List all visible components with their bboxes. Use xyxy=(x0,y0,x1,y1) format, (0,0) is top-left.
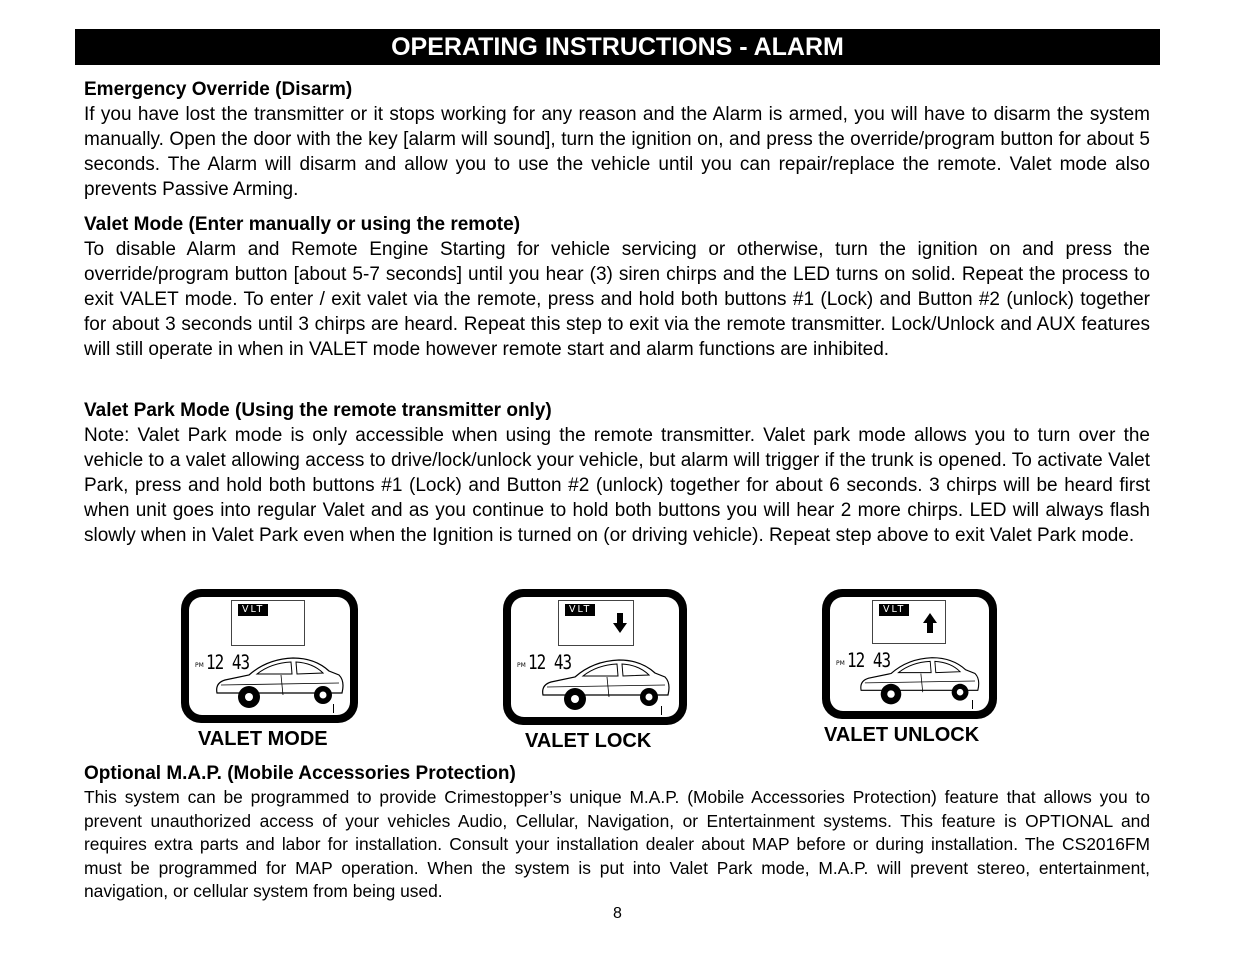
remote-lcd-display xyxy=(181,589,358,723)
up-arrow-icon xyxy=(923,613,937,633)
signal-tick xyxy=(972,700,973,709)
section-body: To disable Alarm and Remote Engine Starting for vehicle servicing or otherwise, turn the ignition on and press the override/program button [about 5-7 seconds] until you hear (3) siren chirps and the LED turns on solid. Repeat the process to exit VALET mode. To enter / exit valet via the remote, press and hold both buttons #1 (Lock) and Button #2 (unlock) together for about 3 seconds until 3 chirps are heard. Repeat this step to exit via the remote transmitter. Lock/Unlock and AUX features will still operate in when in VALET mode however remote start and alarm functions are inhibited. xyxy=(84,239,1150,360)
section-body: If you have lost the transmitter or it stops working for any reason and the Alarm is armed, you will have to disarm the system manually. Open the door with the key [alarm will sound], turn the ignition on, and press the override/program button for about 5 seconds. The Alarm will disarm and allow you to use the vehicle until you can repair/replace the remote. Valet mode also prevents Passive Arming. xyxy=(84,104,1150,200)
car-icon xyxy=(535,655,675,715)
figure-caption: VALET MODE xyxy=(198,728,328,750)
section-valet-mode xyxy=(84,213,1150,362)
page-title: OPERATING INSTRUCTIONS - ALARM xyxy=(75,29,1160,65)
lcd-screen xyxy=(511,597,679,717)
section-body: This system can be programmed to provide Crimestopper’s unique M.A.P. (Mobile Accessories Protection) feature that allows you to prevent unauthorized access of your vehicles Audio, Cellular, Navigation, or Entertainment systems. This feature is OPTIONAL and requires extra parts and labor for installation. Consult your installation dealer about MAP before or during installation. The CS2016FM must be programmed for MAP operation. When the system is put into Valet Park mode, M.A.P. will prevent stereo, entertainment, navigation, or cellular system from being used. xyxy=(84,787,1150,901)
vlt-indicator: VLT xyxy=(565,604,595,616)
clock-readout: 12 43 xyxy=(528,651,572,674)
status-box xyxy=(872,600,946,644)
down-arrow-icon xyxy=(613,613,627,633)
car-icon xyxy=(852,653,986,709)
signal-tick xyxy=(661,706,662,715)
status-box xyxy=(558,600,634,646)
figure-caption: VALET UNLOCK xyxy=(824,724,980,746)
status-box xyxy=(231,600,305,646)
figure-caption: VALET LOCK xyxy=(525,730,652,752)
section-emergency-override xyxy=(84,78,1150,202)
section-valet-park-mode xyxy=(84,399,1150,548)
section-body: Note: Valet Park mode is only accessible when using the remote transmitter. Valet park mode allows you to turn over the vehicle to a valet allowing access to drive/lock/unlock your vehicle, but alarm will trigger if the trunk is opened. To activate Valet Park, press and hold both buttons #1 (Lock) and Button #2 (unlock) together for about 6 seconds. 3 chirps will be heard first when unit goes into regular Valet and as you continue to hold both buttons you will hear 2 more chirps. LED will always flash slowly when in Valet Park even when the Ignition is turned on (or driving vehicle). Repeat step above to exit Valet Park mode. xyxy=(84,425,1150,546)
page-number: 8 xyxy=(613,905,622,922)
clock-readout: 12 43 xyxy=(206,651,250,674)
vlt-indicator: VLT xyxy=(238,604,268,616)
section-heading: Valet Mode (Enter manually or using the remote) xyxy=(84,214,521,235)
lcd-screen xyxy=(830,597,989,711)
section-heading: Valet Park Mode (Using the remote transmitter only) xyxy=(84,400,552,421)
section-map xyxy=(84,762,1150,904)
signal-tick xyxy=(333,704,334,713)
remote-lcd-display xyxy=(503,589,687,725)
pm-indicator: PM xyxy=(195,662,204,669)
remote-lcd-display xyxy=(822,589,997,719)
car-icon xyxy=(211,653,347,713)
section-heading: Emergency Override (Disarm) xyxy=(84,79,353,100)
clock-readout: 12 43 xyxy=(847,649,891,672)
pm-indicator: PM xyxy=(836,660,845,667)
lcd-screen xyxy=(189,597,350,715)
pm-indicator: PM xyxy=(517,662,526,669)
vlt-indicator: VLT xyxy=(879,604,909,616)
section-heading: Optional M.A.P. (Mobile Accessories Protection) xyxy=(84,763,516,784)
